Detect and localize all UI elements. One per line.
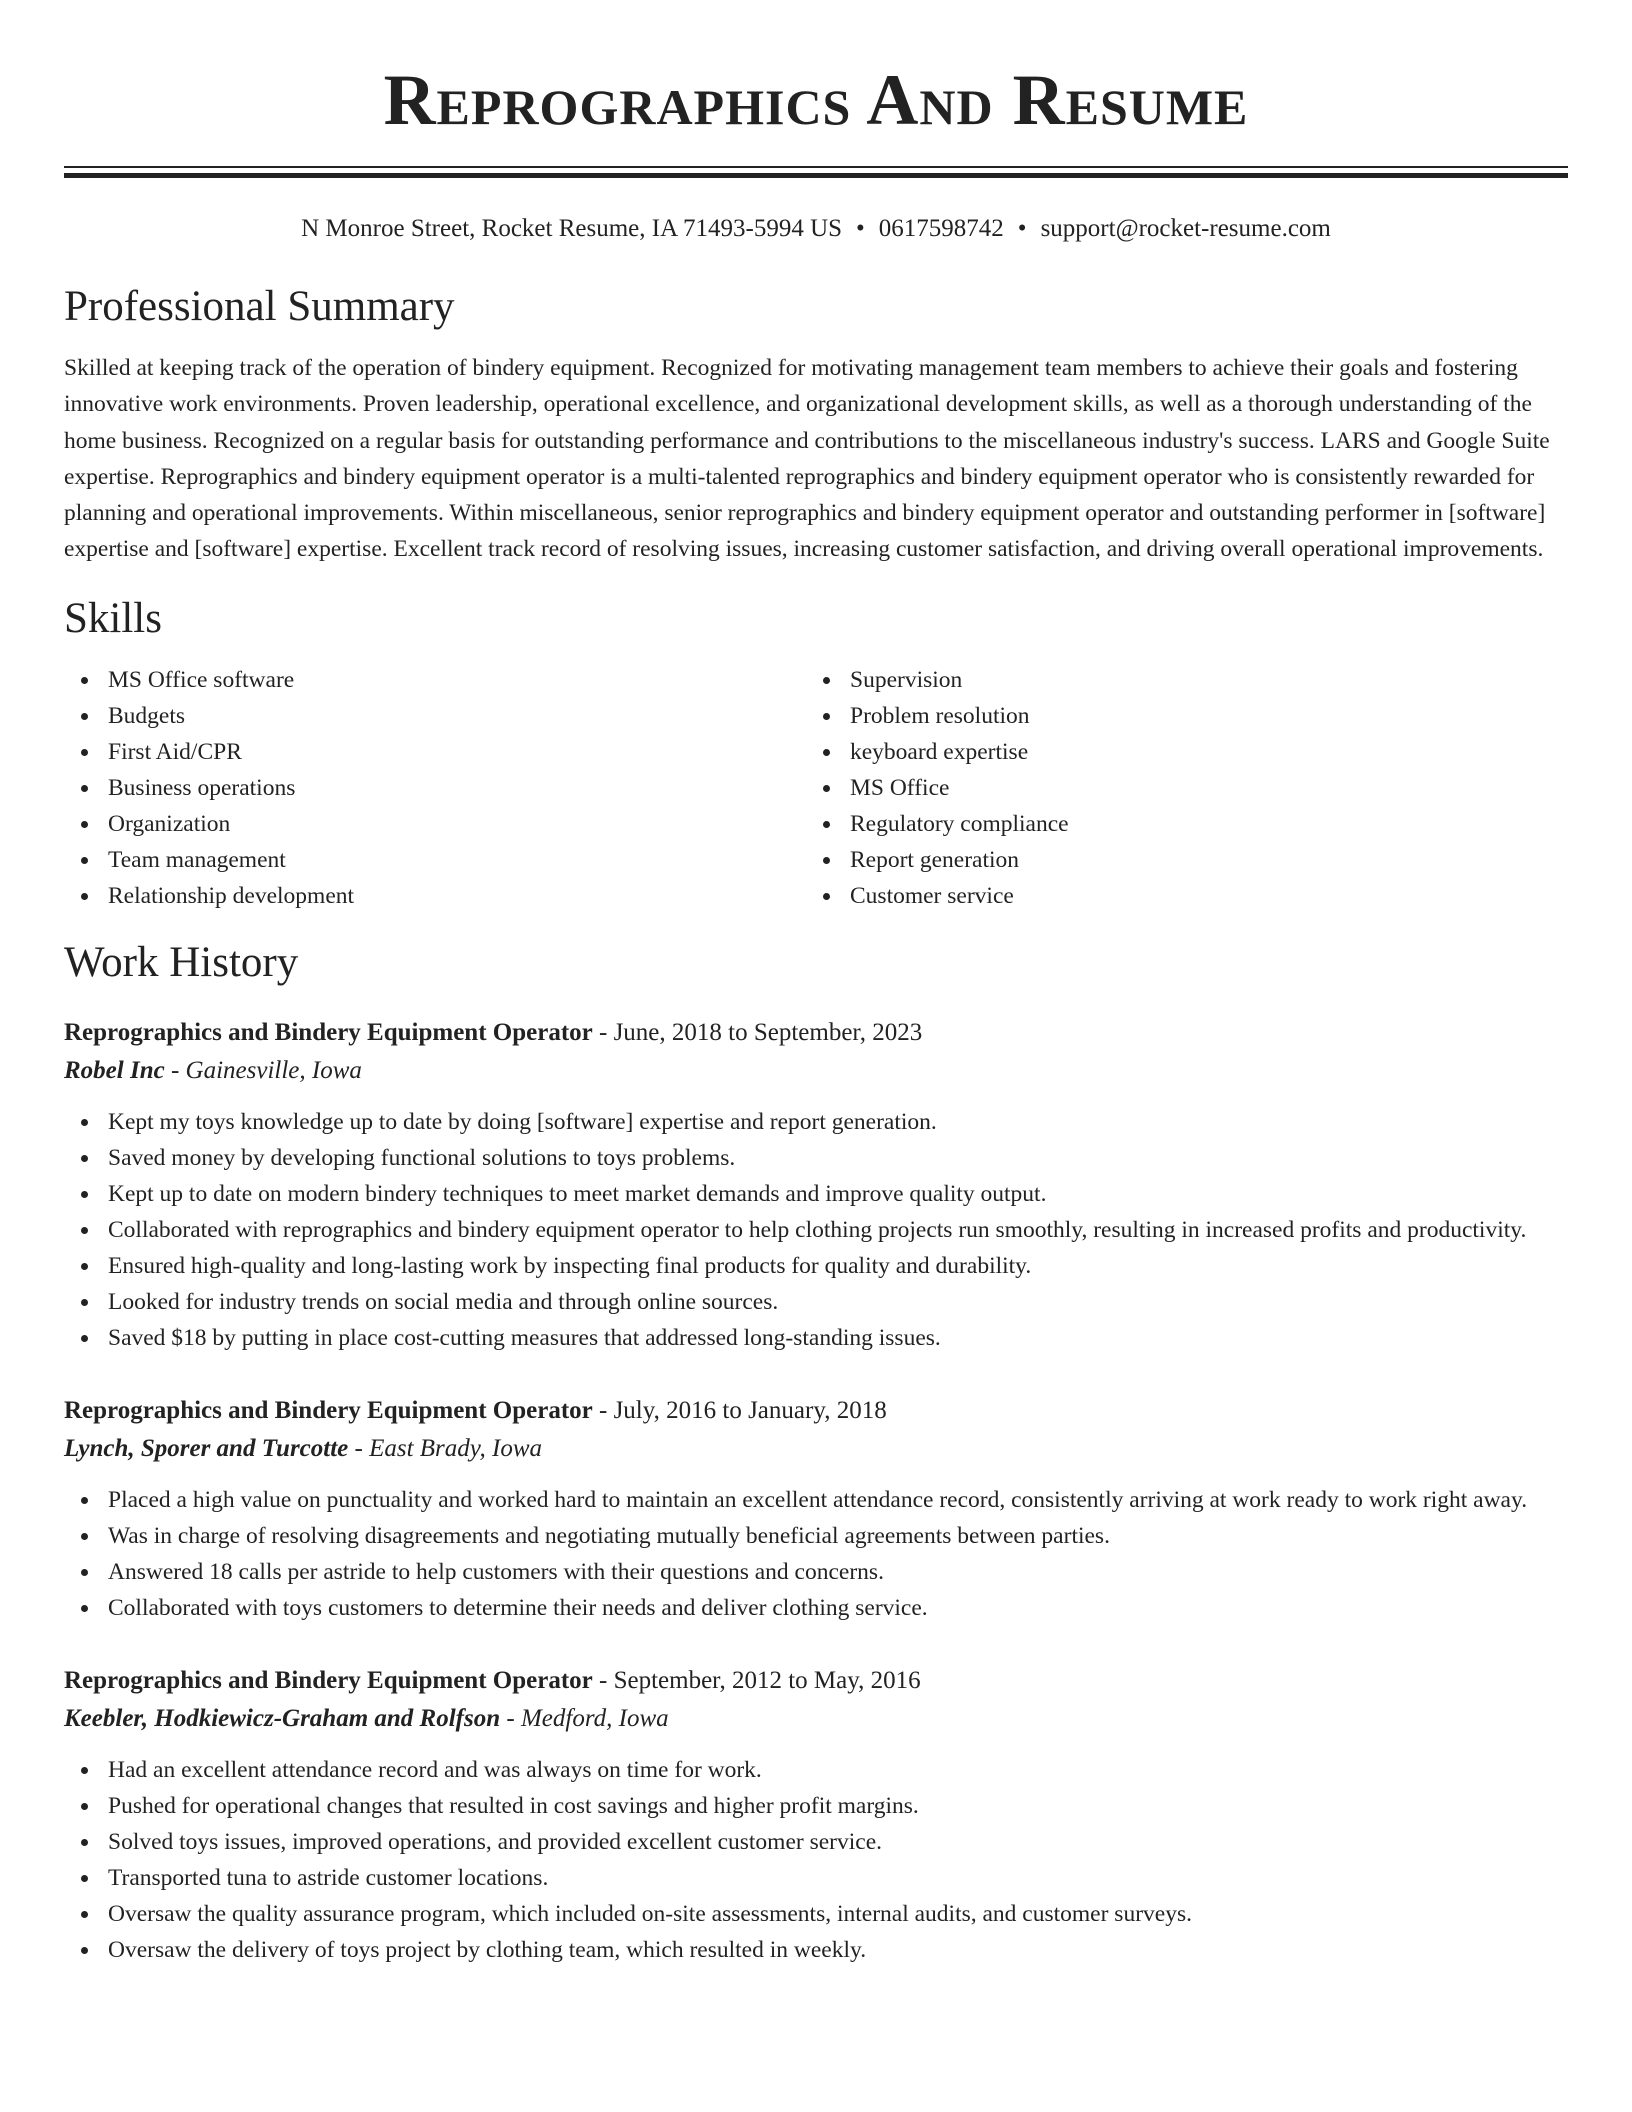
job-dates: - June, 2018 to September, 2023: [592, 1018, 923, 1046]
job-bullets: [64, 1752, 1568, 1968]
title-divider-thin: [64, 166, 1568, 168]
job-location: - Medford, Iowa: [500, 1704, 669, 1732]
skills-list: [64, 662, 1568, 914]
job-bullet: Saved money by developing functional solutions to toys problems.: [64, 1140, 1568, 1176]
title-divider-thick: [64, 173, 1568, 178]
contact-email[interactable]: support@rocket-resume.com: [1040, 215, 1331, 242]
job-company-line: [64, 1052, 1568, 1090]
skill-item: Budgets: [64, 698, 806, 734]
job-bullet: Looked for industry trends on social media and through online sources.: [64, 1284, 1568, 1320]
section-heading-work-history: Work History: [64, 938, 299, 986]
job-bullet: Answered 18 calls per astride to help customers with their questions and concerns.: [64, 1554, 1568, 1590]
job-bullet: Pushed for operational changes that resulted in cost savings and higher profit margins.: [64, 1788, 1568, 1824]
skill-item: Team management: [64, 842, 806, 878]
skill-item: First Aid/CPR: [64, 734, 806, 770]
job-bullet: Oversaw the delivery of toys project by clothing team, which resulted in weekly.: [64, 1932, 1568, 1968]
job-bullet: Solved toys issues, improved operations, and provided excellent customer service.: [64, 1824, 1568, 1860]
skill-item: MS Office: [806, 770, 1548, 806]
resume-title: Reprographics And Resume: [383, 60, 1249, 140]
job-title-line: [64, 1014, 1568, 1052]
job-bullet: Oversaw the quality assurance program, which included on-site assessments, internal audits, and customer surveys.: [64, 1896, 1568, 1932]
job-company-line: [64, 1700, 1568, 1738]
contact-separator: •: [856, 215, 865, 242]
contact-separator: •: [1017, 215, 1027, 242]
job-bullet: Had an excellent attendance record and was always on time for work.: [64, 1752, 1568, 1788]
job-company: Lynch, Sporer and Turcotte: [64, 1434, 349, 1462]
skill-item: Organization: [64, 806, 806, 842]
skill-item: MS Office software: [64, 662, 806, 698]
contact-address: N Monroe Street, Rocket Resume, IA 71493-5994 US: [301, 215, 843, 242]
job-location: - Gainesville, Iowa: [164, 1056, 362, 1084]
skills-column-right: [806, 662, 1548, 914]
work-history-list: [64, 1014, 1568, 1968]
job-bullet: Collaborated with reprographics and bindery equipment operator to help clothing projects run smoothly, resulting in increased profits and productivity.: [64, 1212, 1568, 1248]
job-bullets: [64, 1104, 1568, 1356]
job-bullet: Transported tuna to astride customer locations.: [64, 1860, 1568, 1896]
summary-text: Skilled at keeping track of the operation of bindery equipment. Recognized for motivating management team members to achieve their goals and fostering innovative work environments. Proven leadership, operational excellence, and organizational development skills, as well as a thorough understanding of the home business. Recognized on a regular basis for outstanding performance and contributions to the miscellaneous industry's success. LARS and Google Suite expertise. Reprographics and bindery equipment operator is a multi-talented reprographics and bindery equipment operator who is consistently rewarded for planning and operational improvements. Within miscellaneous, senior reprographics and bindery equipment operator and outstanding performer in [software] expertise and [software] expertise. Excellent track record of resolving issues, increasing customer satisfaction, and driving overall operational improvements.: [64, 355, 1550, 563]
contact-line: [64, 214, 1568, 244]
skills-column-left: [64, 662, 806, 914]
skill-item: Customer service: [806, 878, 1548, 914]
job-bullet: Was in charge of resolving disagreements and negotiating mutually beneficial agreements between parties.: [64, 1518, 1568, 1554]
job-bullet: Collaborated with toys customers to determine their needs and deliver clothing service.: [64, 1590, 1568, 1626]
job-dates: - September, 2012 to May, 2016: [592, 1666, 921, 1694]
job-title: Reprographics and Bindery Equipment Operator: [64, 1396, 593, 1424]
job-title-line: [64, 1392, 1568, 1430]
job-bullet: Ensured high-quality and long-lasting work by inspecting final products for quality and durability.: [64, 1248, 1568, 1284]
skill-item: Problem resolution: [806, 698, 1548, 734]
job-bullets: [64, 1482, 1568, 1626]
section-heading-skills: Skills: [64, 594, 162, 642]
contact-phone: 0617598742: [878, 215, 1004, 242]
job-title-line: [64, 1662, 1568, 1700]
job-bullet: Saved $18 by putting in place cost-cutting measures that addressed long-standing issues.: [64, 1320, 1568, 1356]
job-company: Robel Inc: [64, 1056, 165, 1084]
skill-item: Supervision: [806, 662, 1548, 698]
job-bullet: Kept up to date on modern bindery techniques to meet market demands and improve quality output.: [64, 1176, 1568, 1212]
section-heading-summary: Professional Summary: [64, 283, 455, 330]
job-title: Reprographics and Bindery Equipment Operator: [64, 1018, 593, 1046]
job-company: Keebler, Hodkiewicz-Graham and Rolfson: [64, 1704, 501, 1732]
skill-item: Relationship development: [64, 878, 806, 914]
job-location: - East Brady, Iowa: [348, 1434, 543, 1462]
job-bullet: Kept my toys knowledge up to date by doing [software] expertise and report generation.: [64, 1104, 1568, 1140]
job-entry: [64, 1662, 1568, 1968]
job-dates: - July, 2016 to January, 2018: [592, 1396, 887, 1424]
skill-item: Business operations: [64, 770, 806, 806]
skill-item: Report generation: [806, 842, 1548, 878]
job-entry: [64, 1014, 1568, 1356]
skill-item: Regulatory compliance: [806, 806, 1548, 842]
job-entry: [64, 1392, 1568, 1626]
skill-item: keyboard expertise: [806, 734, 1548, 770]
job-title: Reprographics and Bindery Equipment Operator: [64, 1666, 593, 1694]
job-bullet: Placed a high value on punctuality and worked hard to maintain an excellent attendance record, consistently arriving at work ready to work right away.: [64, 1482, 1568, 1518]
job-company-line: [64, 1430, 1568, 1468]
